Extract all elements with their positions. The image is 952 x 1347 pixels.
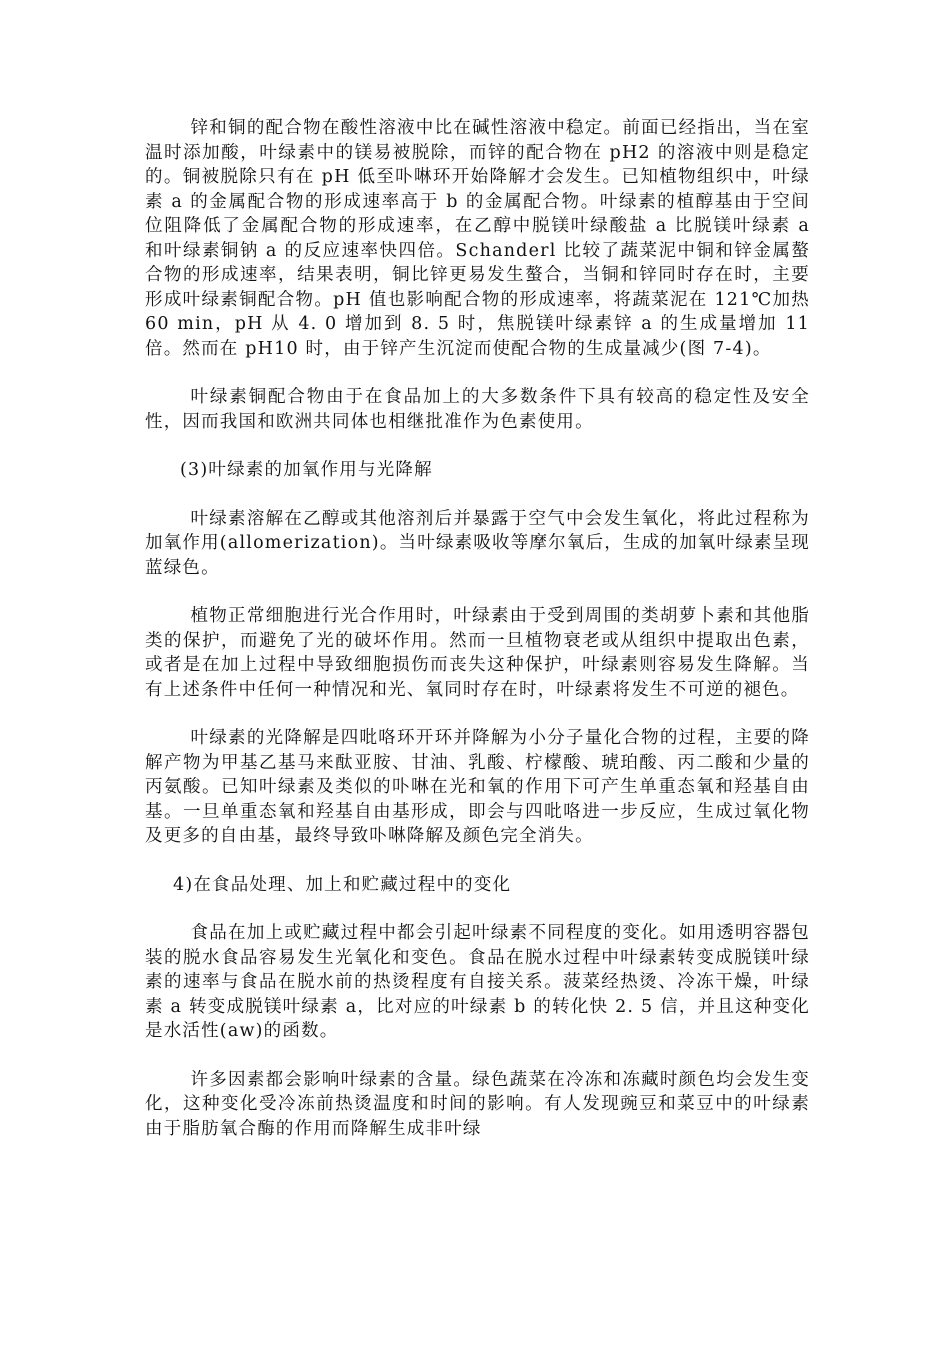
paragraph-photodegradation-products: 叶绿素的光降解是四吡咯环开环并降解为小分子量化合物的过程，主要的降解产物为甲基乙基马来酞亚胺、甘油、乳酸、柠檬酸、琥珀酸、丙二酸和少量的丙氨酸。已知叶绿素及类似的卟啉在光和氧的作用下可产生单重态氧和羟基自由基。一旦单重态氧和羟基自由基形成，即会与四吡咯进一步反应，生成过氧化物及更多的自由基，最终导致卟啉降解及颜色完全消失。 [145,728,810,846]
paragraph-copper-complex-approval: 叶绿素铜配合物由于在食品加上的大多数条件下具有较高的稳定性及安全性，因而我国和欧洲共同体也相继批准作为色素使用。 [145,387,810,432]
paragraph-freezing-factors: 许多因素都会影响叶绿素的含量。绿色蔬菜在冷冻和冻藏时颜色均会发生变化，这种变化受冷冻前热烫温度和时间的影响。有人发现豌豆和菜豆中的叶绿素由于脂肪氧合酶的作用而降解生成非叶绿 [145,1069,810,1139]
section-heading-processing-storage: 4)在食品处理、加上和贮藏过程中的变化 [173,874,512,895]
paragraph-photoprotection: 植物正常细胞进行光合作用时，叶绿素由于受到周围的类胡萝卜素和其他脂类的保护，而避免了光的破坏作用。然而一旦植物衰老或从组织中提取出色素，或者是在加上过程中导致细胞损伤而丧失这种保护，叶绿素则容易发生降解。当有上述条件中任何一种情况和光、氧同时存在时，叶绿素将发生不可逆的褪色。 [145,606,810,700]
paragraph-allomerization: 叶绿素溶解在乙醇或其他溶剂后并暴露于空气中会发生氧化，将此过程称为加氧作用(allomerization)。当叶绿素吸收等摩尔氧后，生成的加氧叶绿素呈现蓝绿色。 [145,508,810,578]
document-body [145,116,810,1165]
paragraph-dehydration-changes: 食品在加上或贮藏过程中都会引起叶绿素不同程度的变化。如用透明容器包装的脱水食品容易发生光氧化和变色。食品在脱水过程中叶绿素转变成脱镁叶绿素的速率与食品在脱水前的热烫程度有自接关系。菠菜经热烫、冷冻干燥，叶绿素 a 转变成脱镁叶绿素 a，比对应的叶绿素 b 的转化快 2. 5 信，并且这种变化是水活性(aw)的函数。 [145,923,810,1041]
paragraph-zinc-copper-complexes: 锌和铜的配合物在酸性溶液中比在碱性溶液中稳定。前面已经指出，当在室温时添加酸，叶绿素中的镁易被脱除，而锌的配合物在 pH2 的溶液中则是稳定的。铜被脱除只有在 pH 低至卟啉环开始降解才会发生。已知植物组织中，叶绿素 a 的金属配合物的形成速率高于 b 的金属配合物。叶绿素的植醇基由于空间位阻降低了金属配合物的形成速率，在乙醇中脱镁叶绿酸盐 a 比脱镁叶绿素 a 和叶绿素铜钠 a 的反应速率快四倍。Schanderl 比较了蔬菜泥中铜和锌金属螯合物的形成速率，结果表明，铜比锌更易发生螯合，当铜和锌同时存在时，主要形成叶绿素铜配合物。pH 值也影响配合物的形成速率，将蔬菜泥在 121℃加热 60 min，pH 从 4. 0 增加到 8. 5 时，焦脱镁叶绿素锌 a 的生成量增加 11 倍。然而在 pH10 时，由于锌产生沉淀而使配合物的生成量减少(图 7-4)。 [145,118,810,359]
section-heading-oxygenation-photodegradation: (3)叶绿素的加氧作用与光降解 [180,460,433,480]
